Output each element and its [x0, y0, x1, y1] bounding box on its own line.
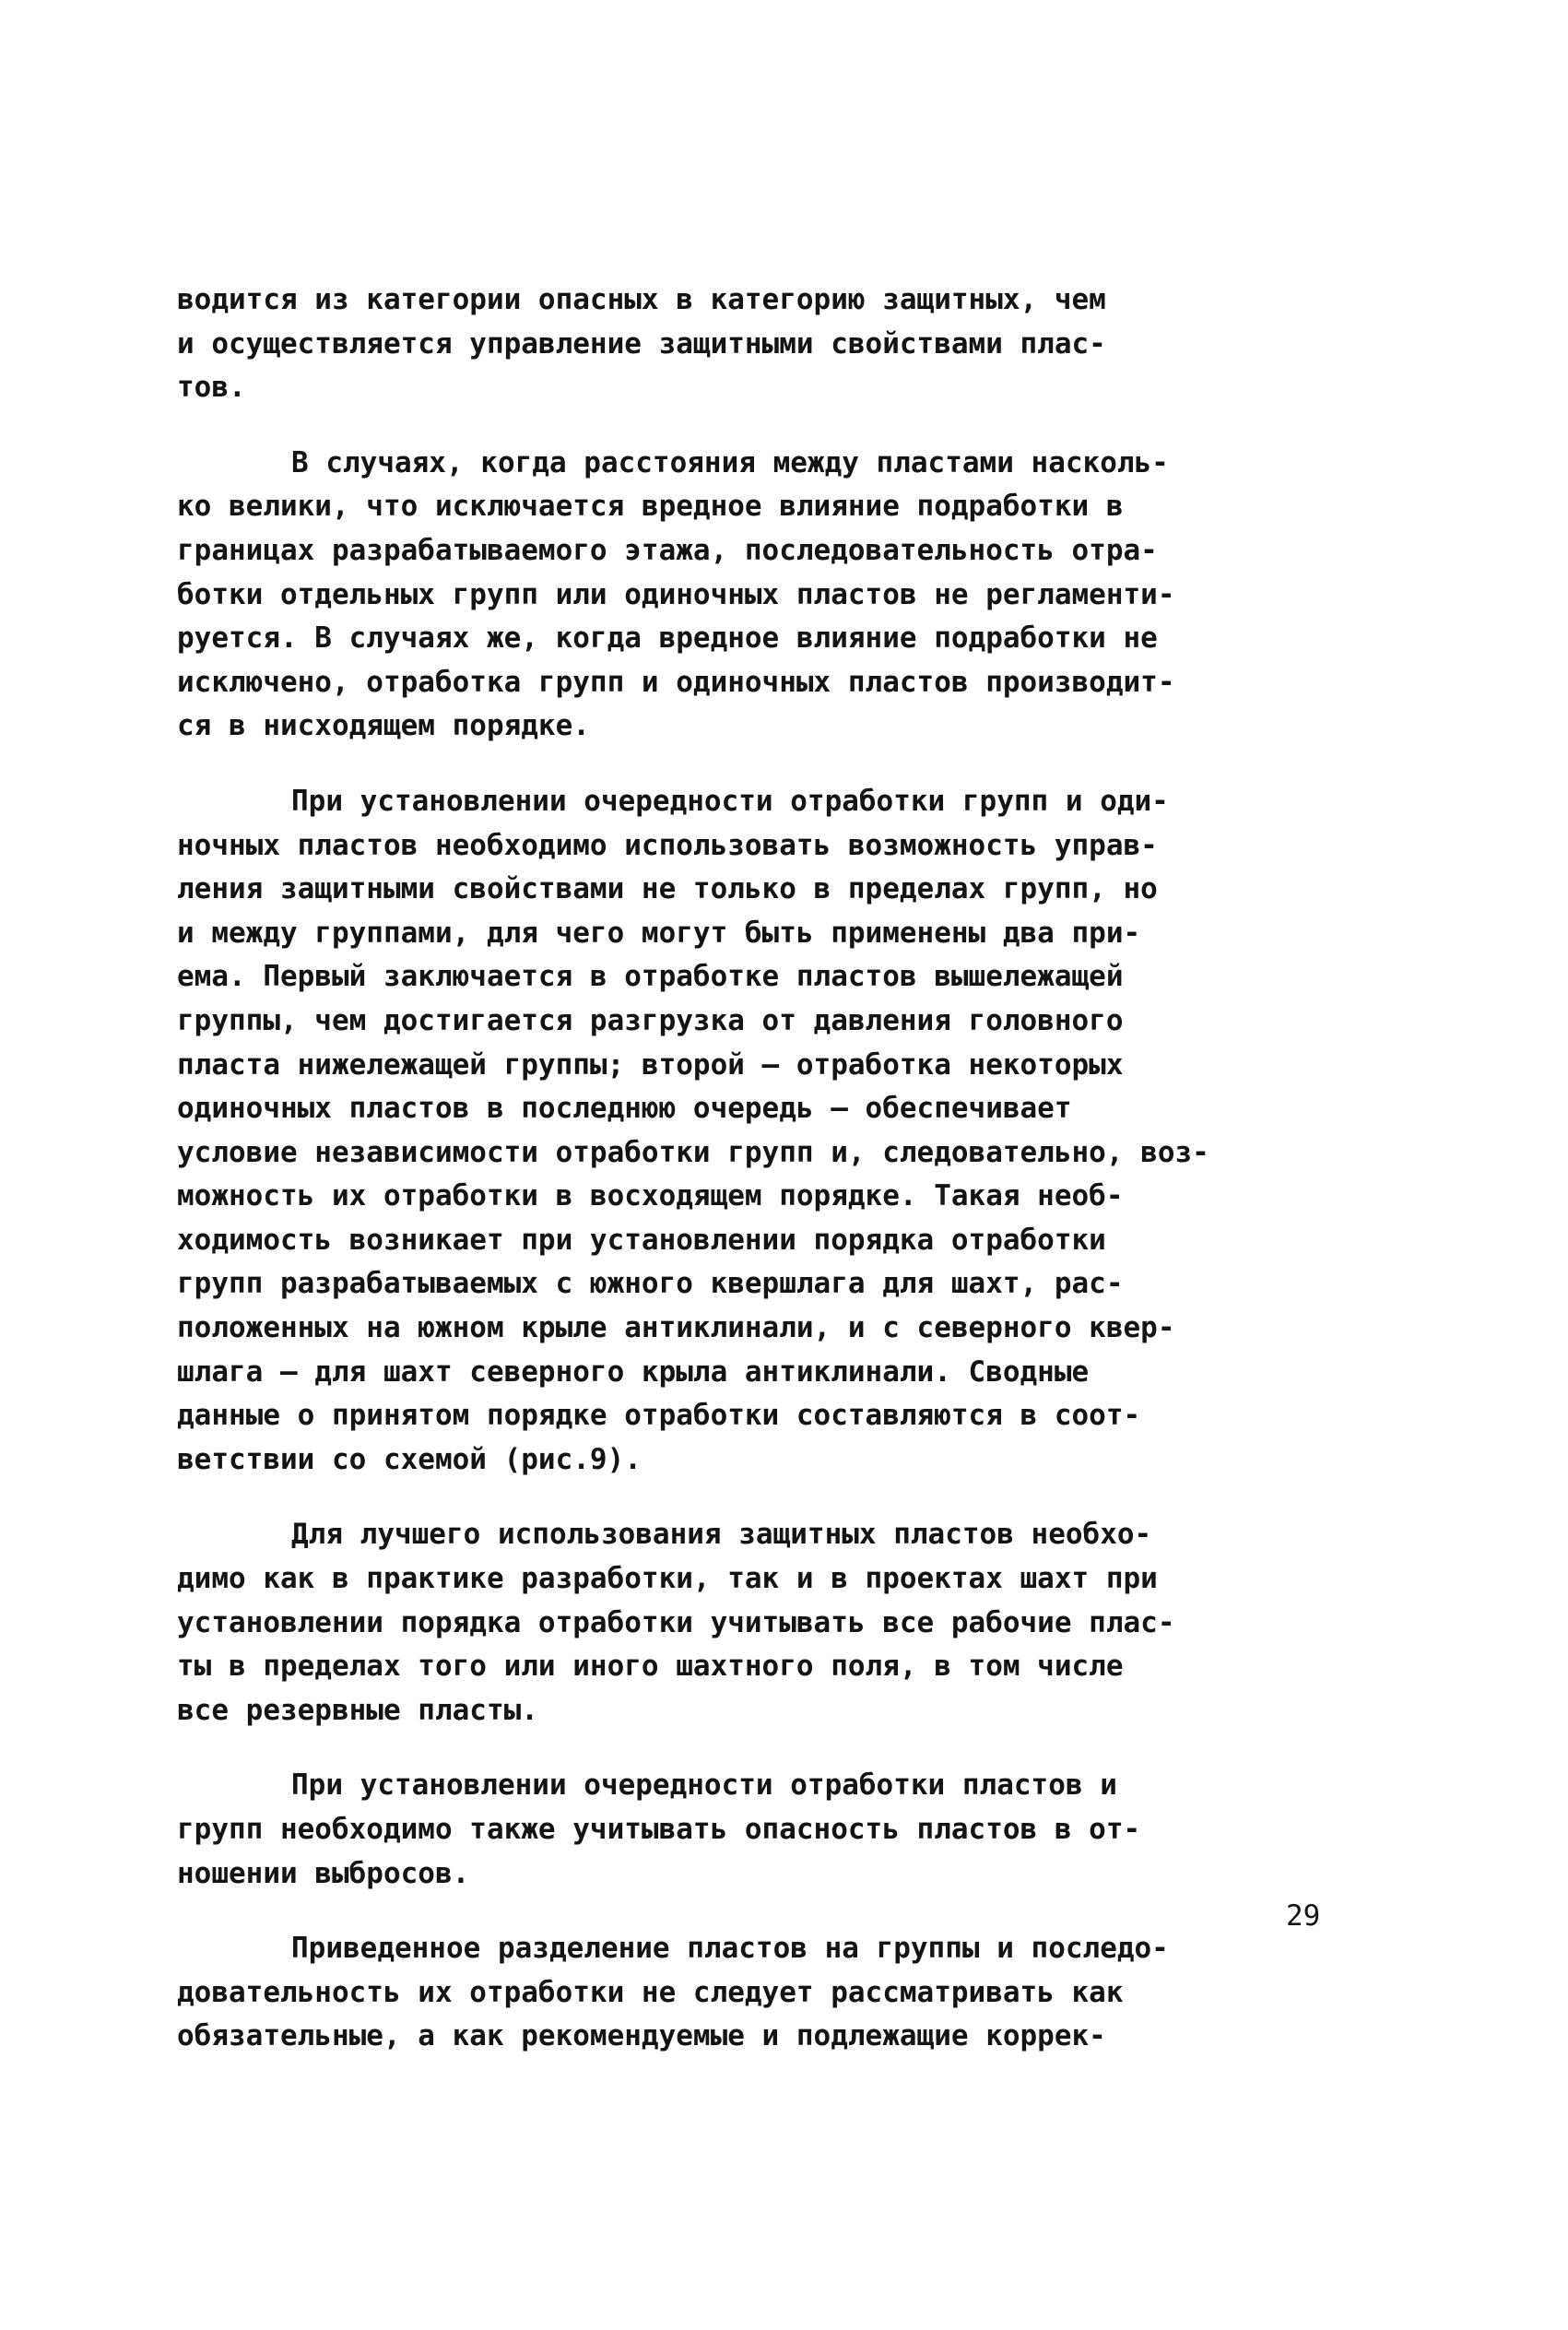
text-line: групп разрабатываемых с южного квершлага для шахт, рас-	[177, 1267, 1124, 1301]
paragraph-1	[177, 278, 1417, 410]
text-line: исключено, отработка групп и одиночных пластов производит-	[177, 665, 1175, 699]
text-line: В случаях, когда расстояния между пластами насколь-	[291, 445, 1169, 479]
text-line: все резервные пласты.	[177, 1693, 538, 1727]
paragraph-4	[177, 1513, 1417, 1733]
text-line: ема. Первый заключается в отработке пластов вышележащей	[177, 960, 1124, 994]
text-line: и между группами, для чего могут быть применены два при-	[177, 916, 1141, 950]
text-line: руется. В случаях же, когда вредное влияние подработки не	[177, 621, 1158, 656]
text-line: границах разрабатываемого этажа, последовательность отра-	[177, 533, 1158, 567]
paragraph-3	[177, 780, 1417, 1483]
text-line: обязательные, а как рекомендуемые и подлежащие коррек-	[177, 2019, 1106, 2053]
text-line: положенных на южном крыле антиклинали, и с северного квер-	[177, 1311, 1175, 1345]
text-line: ношении выбросов.	[177, 1856, 470, 1890]
text-line: димо как в практике разработки, так и в проектах шахт при	[177, 1562, 1158, 1596]
text-line: ветствии со схемой (рис.9).	[177, 1442, 642, 1476]
text-line: группы, чем достигается разгрузка от давления головного	[177, 1003, 1124, 1037]
text-line: можность их отработки в восходящем порядке. Такая необ-	[177, 1179, 1124, 1213]
text-line: шлага – для шахт северного крыла антиклинали. Сводные	[177, 1354, 1090, 1389]
text-line: При установлении очередности отработки пластов и	[291, 1768, 1117, 1803]
text-line: ботки отдельных групп или одиночных пластов не регламенти-	[177, 577, 1175, 611]
text-line: ся в нисходящем порядке.	[177, 709, 590, 743]
text-line: тов.	[177, 371, 246, 405]
paragraph-6	[177, 1927, 1417, 2059]
text-line: ходимость возникает при установлении порядка отработки	[177, 1223, 1106, 1257]
text-line: Для лучшего использования защитных пластов необхо-	[291, 1518, 1152, 1552]
text-line: данные о принятом порядке отработки составляются в соот-	[177, 1399, 1141, 1433]
text-line: одиночных пластов в последнюю очередь – обеспечивает	[177, 1092, 1072, 1126]
text-line: водится из категории опасных в категорию защитных, чем	[177, 283, 1106, 316]
text-line: и осуществляется управление защитными свойствами плас-	[177, 326, 1106, 361]
body-text	[177, 278, 1417, 2090]
text-line: групп необходимо также учитывать опасность пластов в от-	[177, 1813, 1141, 1846]
page-number: 29	[1286, 1899, 1321, 1933]
paragraph-5	[177, 1764, 1417, 1896]
text-line: условие независимости отработки групп и, следовательно, воз-	[177, 1135, 1209, 1169]
paragraph-2	[177, 442, 1417, 749]
text-line: довательность их отработки не следует рассматривать как	[177, 1975, 1124, 2009]
text-line: ты в пределах того или иного шахтного поля, в том числе	[177, 1650, 1124, 1684]
text-line: пласта нижележащей группы; второй – отработка некоторых	[177, 1047, 1124, 1082]
text-line: ко велики, что исключается вредное влияние подработки в	[177, 490, 1124, 524]
text-line: ночных пластов необходимо использовать возможность управ-	[177, 828, 1158, 862]
text-line: ления защитными свойствами не только в пределах групп, но	[177, 872, 1158, 906]
text-line: установлении порядка отработки учитывать все рабочие плас-	[177, 1605, 1175, 1639]
text-line: Приведенное разделение пластов на группы и последо-	[291, 1932, 1169, 1966]
text-line: При установлении очередности отработки групп и оди-	[291, 784, 1169, 818]
